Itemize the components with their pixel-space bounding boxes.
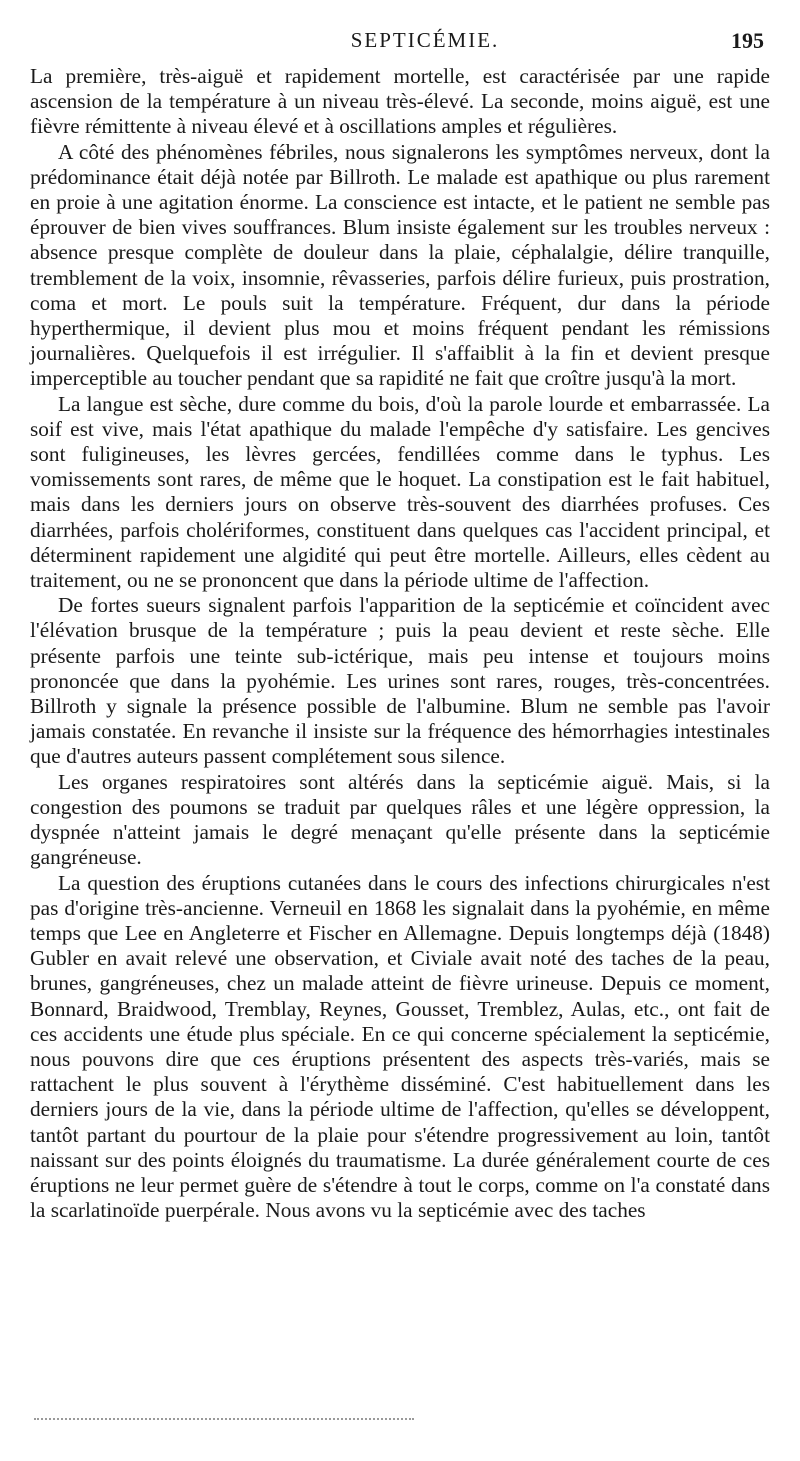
paragraph: Les organes respiratoires sont altérés dans la septicémie aiguë. Mais, si la congestion des poumons se traduit par quelques râles et une légère oppression, la dyspnée n'atteint jamais le degré menaçant qu'elle présente dans la septicémie gangréneuse. <box>30 769 770 870</box>
page-number: 195 <box>731 28 764 53</box>
paragraph: De fortes sueurs signalent parfois l'apparition de la septicémie et coïncident avec l'élévation brusque de la température ; puis la peau devient et reste sèche. Elle présente parfois une teinte sub-ictérique, mais peu intense et toujours moins prononcée que dans la pyohémie. Les urines sont rares, rouges, très-concentrées. Billroth y signale la présence possible de l'albumine. Blum ne semble pas l'avoir jamais constatée. En revanche il insiste sur la fréquence des hémorrhagies intestinales que d'autres auteurs passent complétement sous silence. <box>30 593 770 769</box>
footer-rule <box>34 1418 414 1420</box>
body-text <box>30 64 770 1223</box>
paragraph: La question des éruptions cutanées dans le cours des infections chirurgicales n'est pas d'origine très-ancienne. Verneuil en 1868 les signalait dans la pyohémie, en même temps que Lee en Angleterre et Fischer en Allemagne. Depuis longtemps déjà (1848) Gubler en avait relevé une observation, et Civiale avait noté des taches de la peau, brunes, gangréneuses, chez un malade atteint de fièvre urineuse. Depuis ce moment, Bonnard, Braidwood, Tremblay, Reynes, Gousset, Tremblez, Aulas, etc., ont fait de ces accidents une étude plus spéciale. En ce qui concerne spécialement la septicémie, nous pouvons dire que ces éruptions présentent des aspects très-variés, mais se rattachent le plus souvent à l'érythème disséminé. C'est habituellement dans les derniers jours de la vie, dans la période ultime de l'affection, qu'elles se développent, tantôt partant du pourtour de la plaie pour s'étendre progressivement au loin, tantôt naissant sur des points éloignés du traumatisme. La durée généralement courte de ces éruptions ne leur permet guère de s'étendre à tout le corps, comme on l'a constaté dans la scarlatinoïde puerpérale. Nous avons vu la septicémie avec des taches <box>30 870 770 1223</box>
paragraph: A côté des phénomènes fébriles, nous signalerons les symptômes nerveux, dont la prédominance était déjà notée par Billroth. Le malade est apathique ou plus rarement en proie à une agitation énorme. La conscience est intacte, et le patient ne semble pas éprouver de bien vives souffrances. Blum insiste également sur les troubles nerveux : absence presque complète de douleur dans la plaie, céphalalgie, délire tranquille, tremblement de la voix, insomnie, rêvasseries, parfois délire furieux, puis prostration, coma et mort. Le pouls suit la température. Fréquent, dur dans la période hyperthermique, il devient plus mou et moins fréquent pendant les rémissions journalières. Quelquefois il est irrégulier. Il s'affaiblit à la fin et devient presque imperceptible au toucher pendant que sa rapidité ne fait que croître jusqu'à la mort. <box>30 139 770 391</box>
paragraph: La langue est sèche, dure comme du bois, d'où la parole lourde et embarrassée. La soif est vive, mais l'état apathique du malade l'empêche d'y satisfaire. Les gencives sont fuligineuses, les lèvres gercées, fendillées comme dans le typhus. Les vomissements sont rares, de même que le hoquet. La constipation est le fait habituel, mais dans les derniers jours on observe très-souvent des diarrhées profuses. Ces diarrhées, parfois cholériformes, constituent dans quelques cas l'accident principal, et déterminent rapidement une algidité qui peut être mortelle. Ailleurs, elles cèdent au traitement, ou ne se prononcent que dans la période ultime de l'affection. <box>30 391 770 593</box>
book-page <box>30 28 770 1223</box>
running-head: SEPTICÉMIE. <box>350 28 500 52</box>
page-header <box>30 28 770 58</box>
paragraph: La première, très-aiguë et rapidement mortelle, est caractérisée par une rapide ascension de la température à un niveau très-élevé. La seconde, moins aiguë, est une fièvre rémittente à niveau élevé et à oscillations amples et régulières. <box>30 64 770 139</box>
